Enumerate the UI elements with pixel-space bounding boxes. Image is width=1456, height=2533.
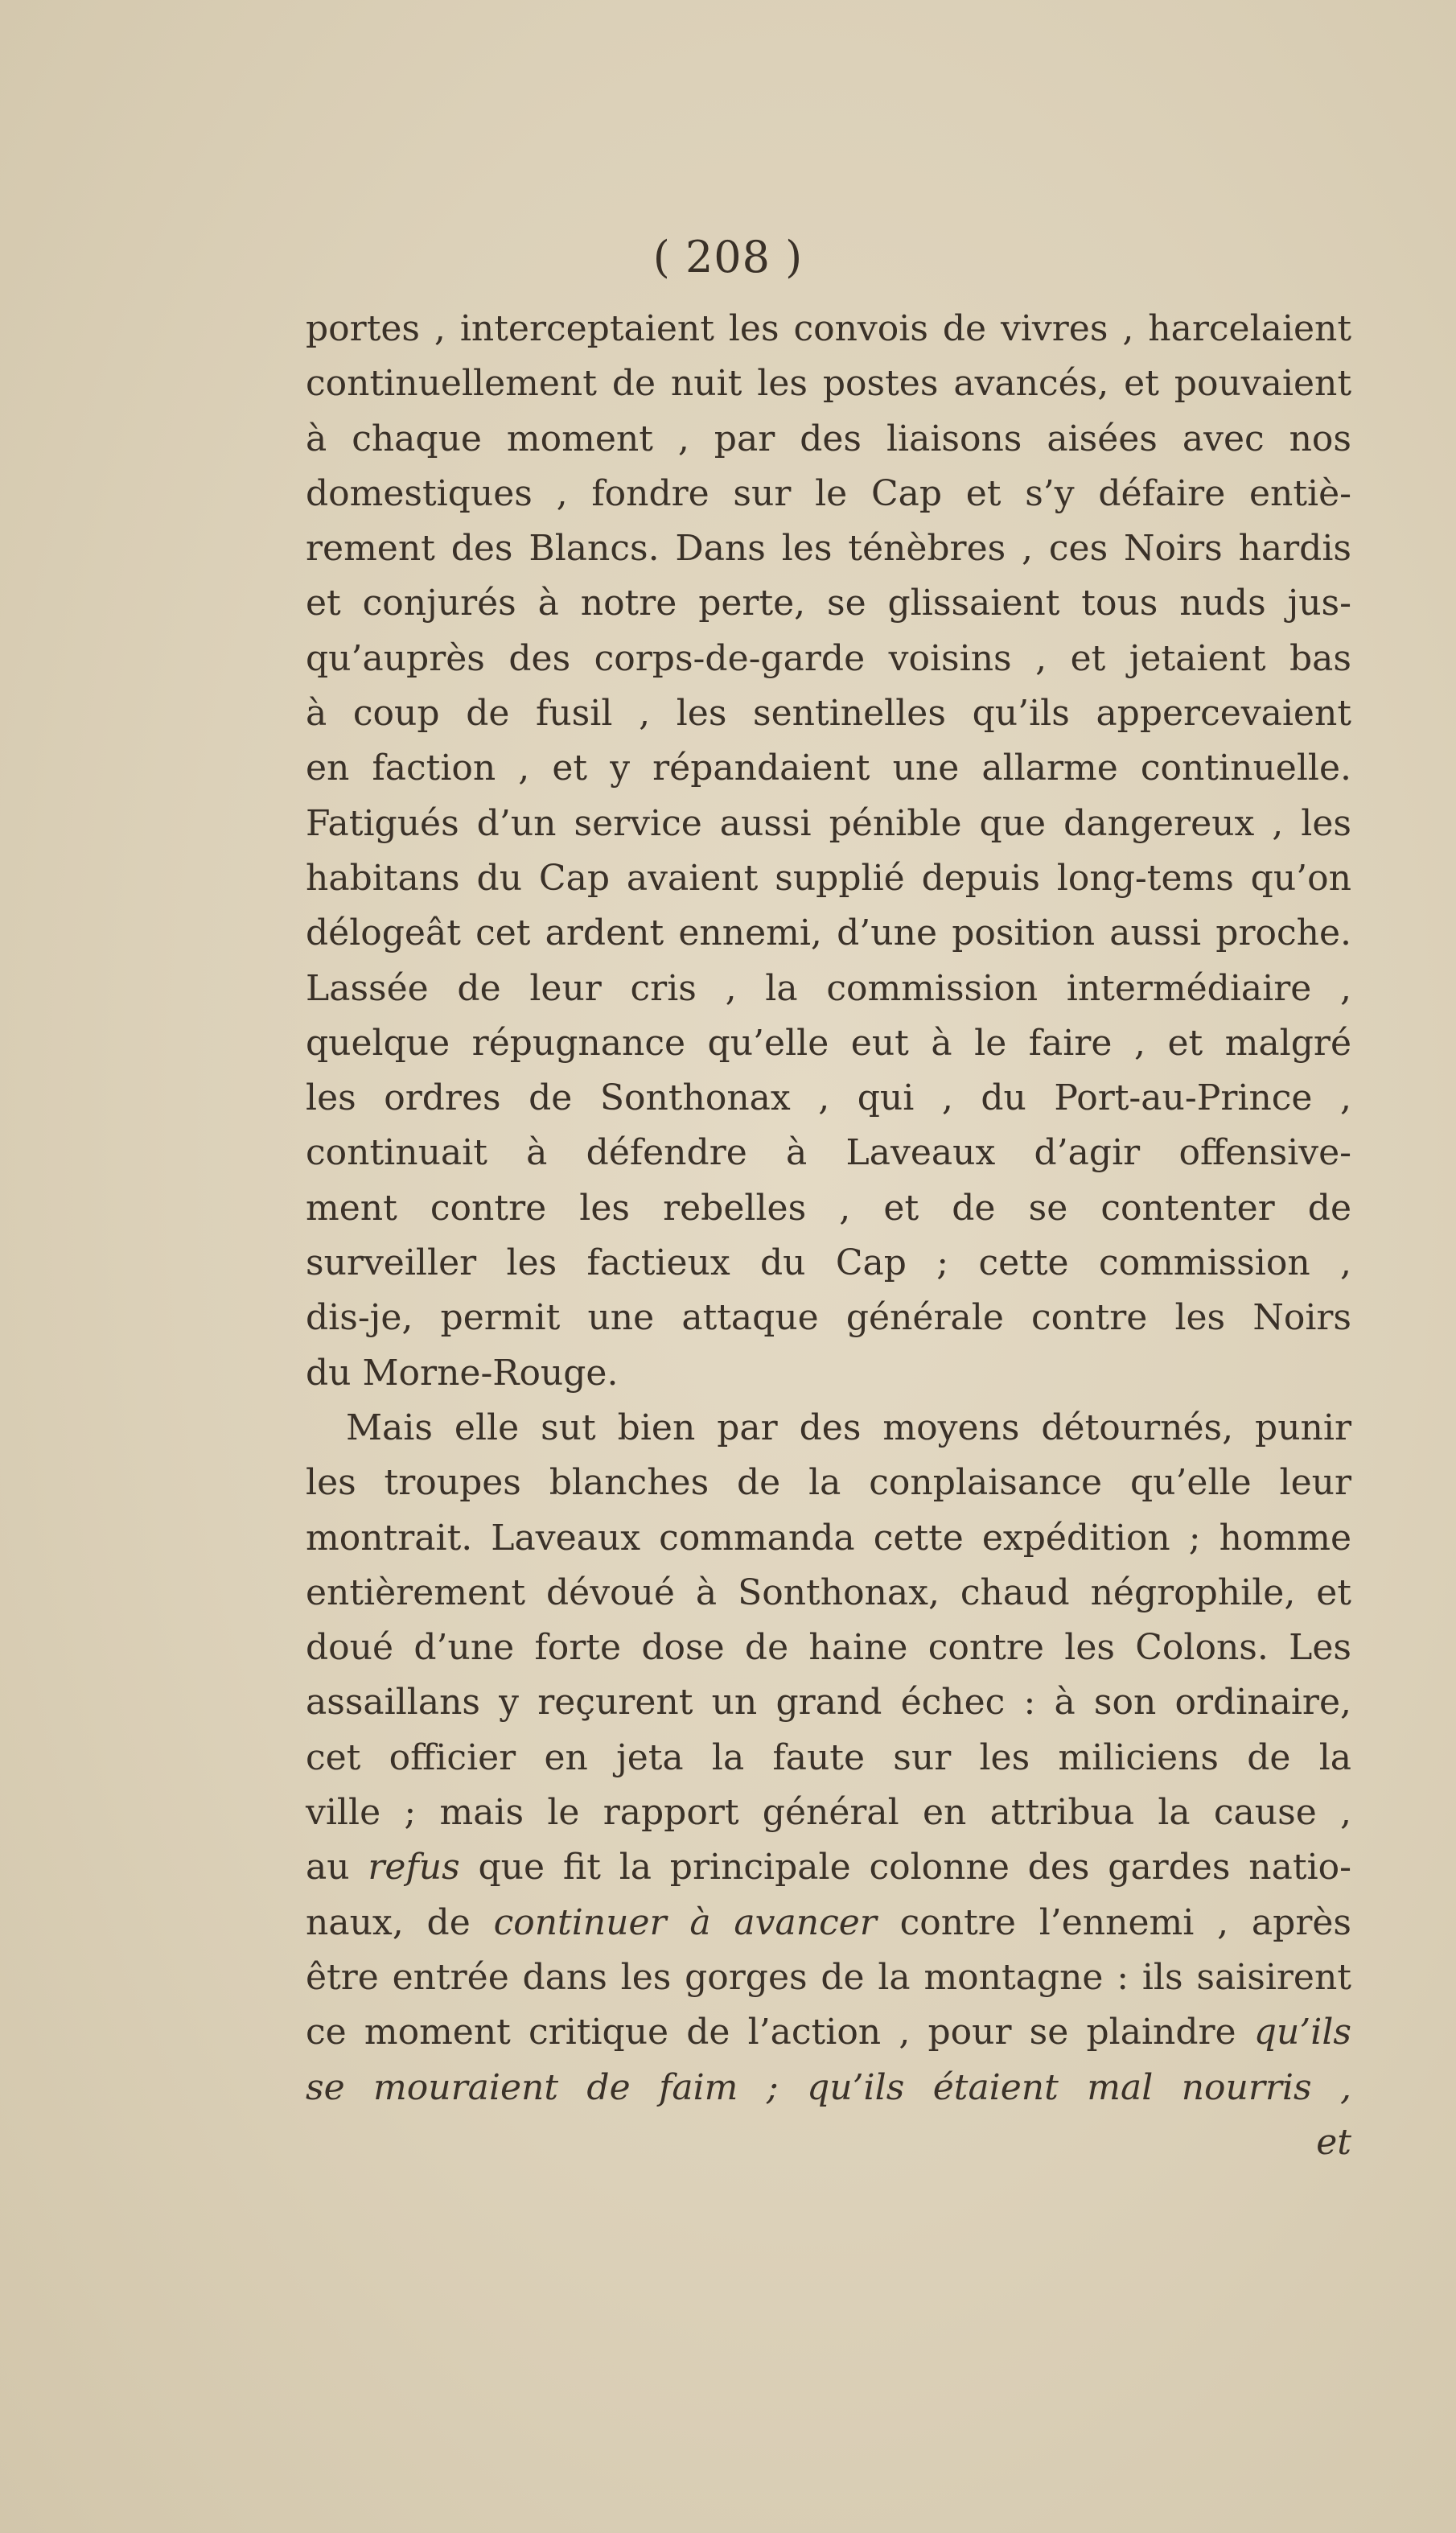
text-run: au <box>306 1847 368 1888</box>
text-line: en faction , et y répandaient une allarme continuelle. <box>306 748 1351 789</box>
text-line: continuellement de nuit les postes avancés, et pouvaient <box>306 363 1351 405</box>
text-line: rement des Blancs. Dans les ténèbres , ces Noirs hardis <box>306 528 1351 570</box>
text-run: ce moment critique de l’action , pour se plaindre <box>306 2012 1254 2053</box>
text-run: que fit la principale colonne des gardes natio- <box>459 1847 1351 1888</box>
text-line: dis-je, permit une attaque générale contre les Noirs <box>306 1297 1351 1339</box>
text-line: surveiller les factieux du Cap ; cette commission , <box>306 1242 1351 1284</box>
text-run: naux, de <box>306 1901 494 1943</box>
text-line: doué d’une forte dose de haine contre les Colons. Les <box>306 1627 1351 1669</box>
paragraph-end-line: du Morne-Rouge. <box>306 1352 619 1394</box>
italic-run: refus <box>368 1847 460 1888</box>
text-line: entièrement dévoué à Sonthonax, chaud négrophile, et <box>306 1571 1351 1613</box>
text-line: Fatigués d’un service aussi pénible que dangereux , les <box>306 802 1351 844</box>
text-run: contre l’ennemi , après <box>876 1901 1351 1943</box>
text-line: être entrée dans les gorges de la montagne : ils saisirent <box>306 1956 1351 1998</box>
text-line: ville ; mais le rapport général en attribua la cause , <box>306 1792 1351 1834</box>
text-line: qu’auprès des corps-de-garde voisins , et jetaient bas <box>306 637 1351 679</box>
text-line: assaillans y reçurent un grand échec : à son ordinaire, <box>306 1682 1351 1724</box>
text-line: cet officier en jeta la faute sur les miliciens de la <box>306 1736 1351 1778</box>
text-line: quelque répugnance qu’elle eut à le faire , et malgré <box>306 1022 1351 1064</box>
text-line <box>306 2005 1351 2060</box>
text-line: délogeât cet ardent ennemi, d’une position aussi proche. <box>306 912 1351 954</box>
text-line: domestiques , fondre sur le Cap et s’y défaire entiè- <box>306 472 1351 514</box>
catchword: et <box>1316 2121 1351 2163</box>
text-line <box>306 1896 1351 1950</box>
text-line: et conjurés à notre perte, se glissaient tous nuds jus- <box>306 583 1351 624</box>
italic-text-line: se mouraient de faim ; qu’ils étaient mal nourris , <box>306 2066 1351 2108</box>
text-line: les troupes blanches de la conplaisance qu’elle leur <box>306 1462 1351 1504</box>
text-line: continuait à défendre à Laveaux d’agir offensive- <box>306 1132 1351 1174</box>
page-number: ( 208 ) <box>652 232 804 282</box>
text-line: les ordres de Sonthonax , qui , du Port-au-Prince , <box>306 1077 1351 1119</box>
text-line: à chaque moment , par des liaisons aisées avec nos <box>306 418 1351 459</box>
text-line: habitans du Cap avaient supplié depuis long-tems qu’on <box>306 857 1351 899</box>
text-line: montrait. Laveaux commanda cette expédition ; homme <box>306 1517 1351 1559</box>
text-line <box>306 1840 1351 1895</box>
paragraph-start-line: Mais elle sut bien par des moyens détournés, punir <box>346 1407 1351 1448</box>
text-line: ment contre les rebelles , et de se contenter de <box>306 1187 1351 1229</box>
body-text <box>306 302 1351 2170</box>
italic-run: continuer à avancer <box>493 1901 877 1943</box>
text-line: Lassée de leur cris , la commission intermédiaire , <box>306 967 1351 1009</box>
text-line: portes , interceptaient les convois de vivres , harcelaient <box>306 308 1351 349</box>
text-line: à coup de fusil , les sentinelles qu’ils appercevaient <box>306 693 1351 735</box>
italic-run: qu’ils <box>1253 2012 1351 2053</box>
